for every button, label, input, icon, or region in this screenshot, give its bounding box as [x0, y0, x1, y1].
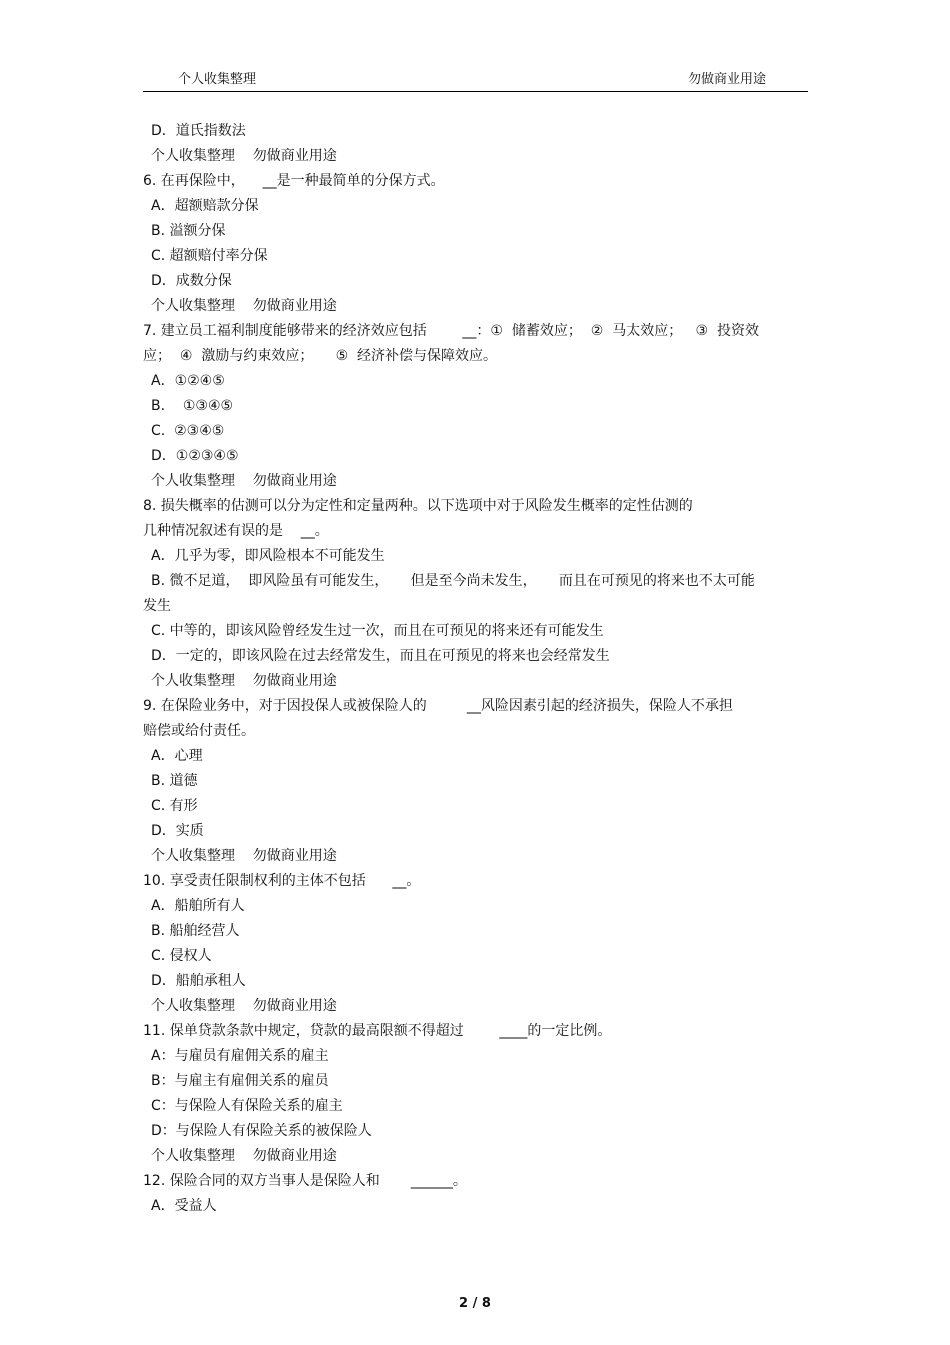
answer-option: C. ②③④⑤ — [151, 423, 225, 439]
answer-option: B. 船舶经营人 — [151, 923, 240, 939]
answer-option: D．道氏指数法 — [151, 123, 246, 139]
answer-option: A．几乎为零，即风险根本不可能发生 — [151, 548, 385, 564]
question-text: 8. 损失概率的估测可以分为定性和定量两种。以下选项中对于风险发生概率的定性估测的 — [143, 498, 693, 514]
answer-option: D．①②③④⑤ — [151, 448, 239, 464]
watermark-note: 个人收集整理 勿做商业用途 — [151, 473, 337, 489]
answer-option: C. 中等的，即该风险曾经发生过一次，而且在可预见的将来还有可能发生 — [151, 623, 604, 639]
answer-option: A：与雇员有雇佣关系的雇主 — [151, 1048, 329, 1064]
page-number: 2 / 8 — [459, 1296, 491, 1311]
question-text: 12. 保险合同的双方当事人是保险人和 ______。 — [143, 1173, 467, 1189]
answer-option: C：与保险人有保险关系的雇主 — [151, 1098, 343, 1114]
header-divider — [143, 91, 808, 92]
watermark-note: 个人收集整理 勿做商业用途 — [151, 298, 337, 314]
answer-option: A．船舶所有人 — [151, 898, 245, 914]
answer-option: C. 有形 — [151, 798, 198, 814]
answer-option: A．心理 — [151, 748, 203, 764]
watermark-note: 个人收集整理 勿做商业用途 — [151, 148, 337, 164]
answer-option: C. 侵权人 — [151, 948, 212, 964]
answer-option: A．受益人 — [151, 1198, 217, 1214]
answer-option: D．成数分保 — [151, 273, 232, 289]
question-text: 9. 在保险业务中，对于因投保人或被保险人的 __风险因素引起的经济损失，保险人不承担 — [143, 698, 733, 714]
answer-option: D．船舶承租人 — [151, 973, 246, 989]
question-text-continued: 应； ④ 激励与约束效应； ⑤ 经济补偿与保障效应。 — [143, 348, 498, 364]
answer-option: B. 溢额分保 — [151, 223, 226, 239]
answer-option: B：与雇主有雇佣关系的雇员 — [151, 1073, 329, 1089]
question-text-continued: 几种情况叙述有误的是 __。 — [143, 523, 329, 539]
watermark-note: 个人收集整理 勿做商业用途 — [151, 1148, 337, 1164]
question-text: 6. 在再保险中， __是一种最简单的分保方式。 — [143, 173, 445, 189]
answer-option: A．超额赔款分保 — [151, 198, 259, 214]
answer-option: B. 微不足道， 即风险虽有可能发生， 但是至今尚未发生， 而且在可预见的将来也不太可能 — [151, 573, 755, 589]
page-header-left: 个人收集整理 — [178, 72, 257, 87]
watermark-note: 个人收集整理 勿做商业用途 — [151, 673, 337, 689]
answer-option: D．一定的，即该风险在过去经常发生，而且在可预见的将来也会经常发生 — [151, 648, 610, 664]
answer-option: B. ①③④⑤ — [151, 398, 234, 414]
watermark-note: 个人收集整理 勿做商业用途 — [151, 848, 337, 864]
answer-option: D．实质 — [151, 823, 204, 839]
watermark-note: 个人收集整理 勿做商业用途 — [151, 998, 337, 1014]
answer-option: A．①②④⑤ — [151, 373, 225, 389]
document-body — [143, 119, 808, 1219]
question-text-continued: 发生 — [143, 598, 171, 614]
question-text: 10. 享受责任限制权利的主体不包括 __。 — [143, 873, 421, 889]
question-text: 7. 建立员工福利制度能够带来的经济效应包括 __：① 储蓄效应； ② 马太效应； ③ 投资效 — [143, 323, 760, 339]
answer-option: B. 道德 — [151, 773, 198, 789]
page-header-right: 勿做商业用途 — [688, 72, 767, 87]
answer-option: C. 超额赔付率分保 — [151, 248, 268, 264]
question-text: 11. 保单贷款条款中规定，贷款的最高限额不得超过 ____的一定比例。 — [143, 1023, 612, 1039]
answer-option: D：与保险人有保险关系的被保险人 — [151, 1123, 372, 1139]
question-text-continued: 赔偿或给付责任。 — [143, 723, 255, 739]
